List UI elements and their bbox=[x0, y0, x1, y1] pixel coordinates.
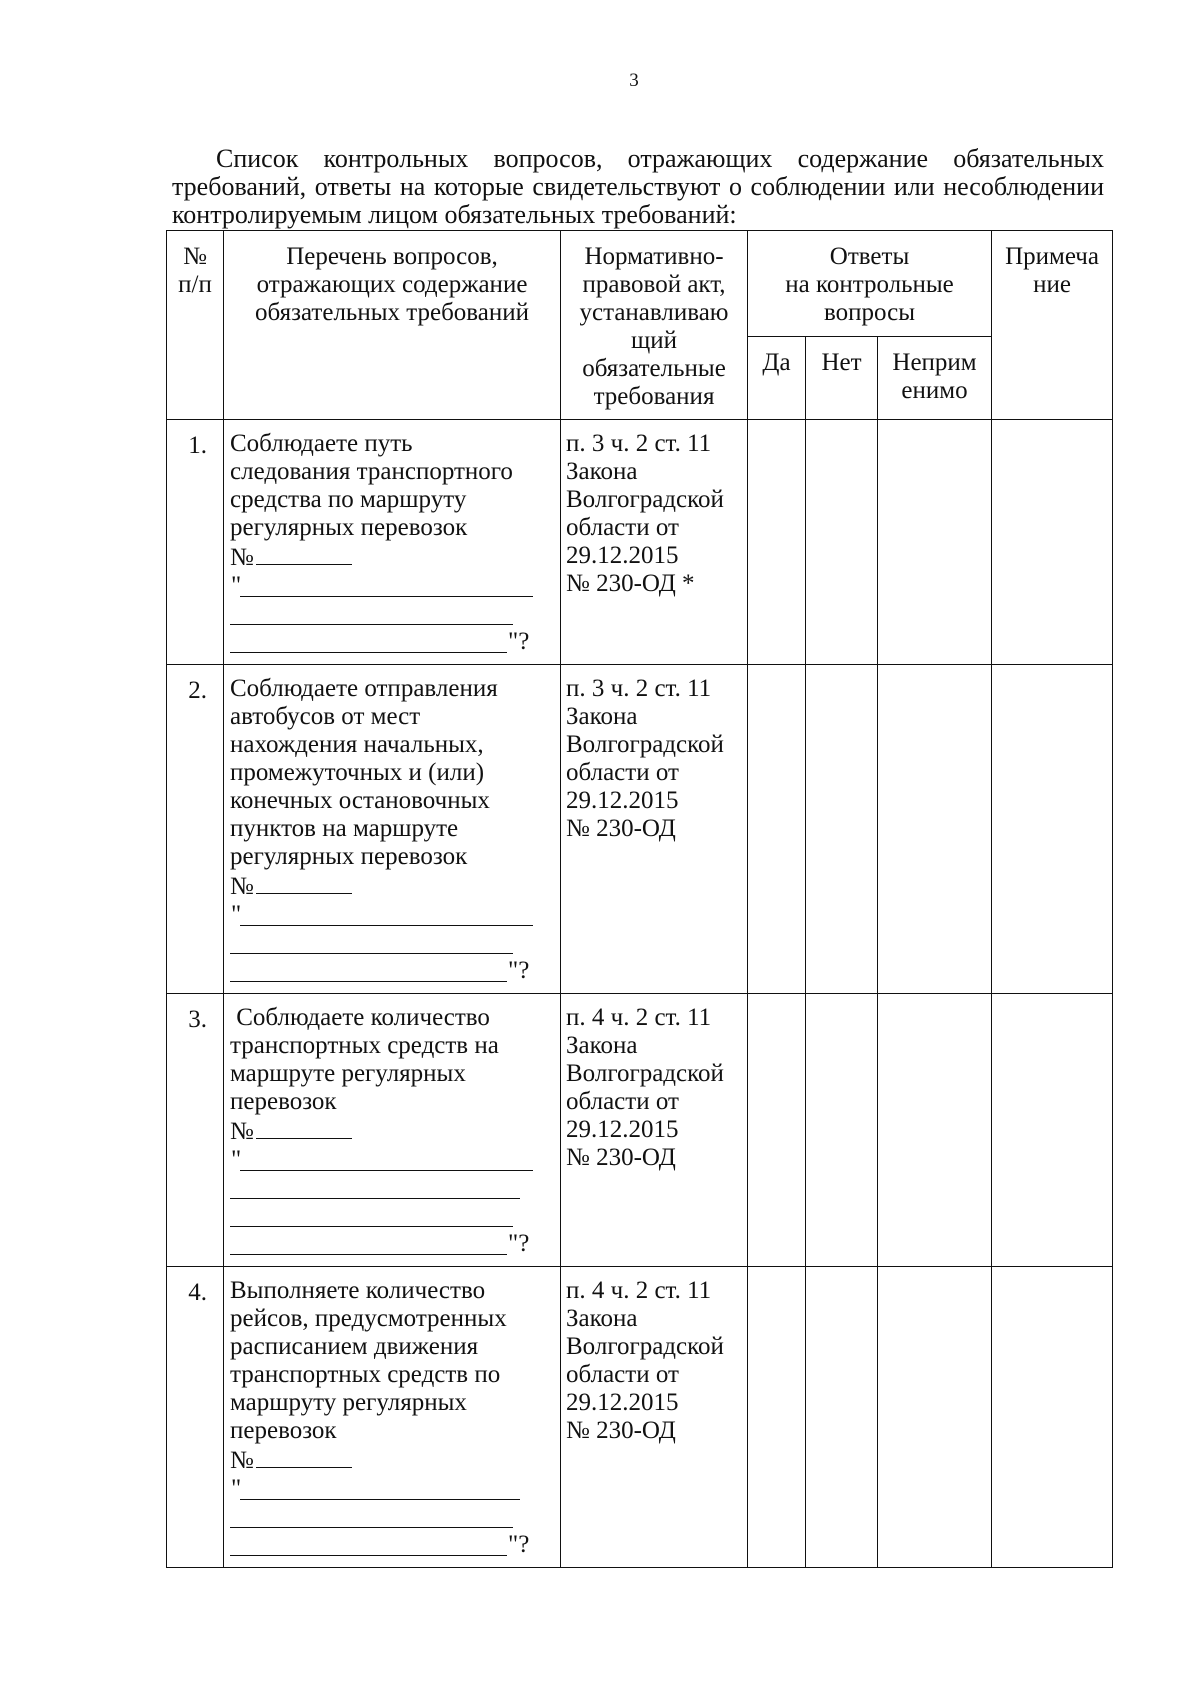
route-name-line bbox=[230, 1475, 556, 1503]
header-act-line: правовой акт, bbox=[582, 271, 726, 298]
row-number: 3. bbox=[167, 994, 224, 1267]
open-quote: " bbox=[231, 572, 242, 599]
route-number-blank bbox=[256, 542, 352, 565]
header-answers-line: вопросы bbox=[824, 299, 916, 326]
header-number-line: п/п bbox=[178, 271, 212, 298]
question-line: пунктов на маршруте bbox=[230, 815, 459, 842]
route-name-blank bbox=[230, 1254, 507, 1255]
question-line: регулярных перевозок bbox=[230, 514, 468, 541]
checklist-table bbox=[166, 230, 1113, 1568]
route-name-line bbox=[230, 1230, 556, 1258]
close-quote: "? bbox=[508, 1230, 530, 1257]
number-sign: № bbox=[230, 544, 254, 571]
table-row bbox=[167, 665, 1113, 994]
header-note-line: Примеча bbox=[1005, 243, 1099, 270]
act-line: 29.12.2015 bbox=[566, 1389, 679, 1416]
act-line: Волгоградской bbox=[566, 486, 724, 513]
answer-yes-cell[interactable] bbox=[748, 665, 806, 994]
act-line: 29.12.2015 bbox=[566, 1116, 679, 1143]
route-name-blank bbox=[230, 1555, 507, 1556]
question-cell bbox=[224, 420, 561, 665]
act-line: Закона bbox=[566, 458, 638, 485]
table-row bbox=[167, 994, 1113, 1267]
route-name-line bbox=[230, 628, 556, 656]
route-number-line bbox=[230, 871, 556, 901]
answer-no-cell[interactable] bbox=[806, 1267, 878, 1568]
route-name-blank bbox=[230, 981, 507, 982]
question-line: регулярных перевозок bbox=[230, 843, 468, 870]
header-answers-line: на контрольные bbox=[785, 271, 954, 298]
route-name-blank bbox=[230, 652, 507, 653]
route-name-line bbox=[230, 1146, 556, 1174]
table-row bbox=[167, 1267, 1113, 1568]
note-cell[interactable] bbox=[992, 1267, 1113, 1568]
route-name-blank bbox=[240, 596, 533, 597]
answer-no-cell[interactable] bbox=[806, 665, 878, 994]
route-number-blank bbox=[256, 871, 352, 894]
route-name-blank bbox=[230, 1198, 520, 1199]
legal-act-cell bbox=[561, 420, 748, 665]
route-number-line bbox=[230, 542, 556, 572]
act-line: № 230-ОД bbox=[566, 815, 676, 842]
open-quote: " bbox=[231, 901, 242, 928]
act-line: п. 4 ч. 2 ст. 11 bbox=[566, 1277, 712, 1304]
act-line: 29.12.2015 bbox=[566, 542, 679, 569]
intro-text: Список контрольных вопросов, отражающих содержание обязательных требований, ответы на которые свидетельствуют о соблюдении или несоблюдении контролируемым лицом обязательных требований: bbox=[172, 144, 1104, 229]
route-name-line bbox=[230, 1174, 556, 1202]
act-line: Закона bbox=[566, 1032, 638, 1059]
route-name-blank bbox=[230, 1226, 513, 1227]
header-legal-act bbox=[561, 231, 748, 420]
row-number: 2. bbox=[167, 665, 224, 994]
header-question-line: Перечень вопросов, bbox=[286, 243, 498, 270]
act-line: п. 3 ч. 2 ст. 11 bbox=[566, 430, 712, 457]
close-quote: "? bbox=[508, 957, 530, 984]
question-line: конечных остановочных bbox=[230, 787, 490, 814]
route-number-blank bbox=[256, 1116, 352, 1139]
route-name-line bbox=[230, 929, 556, 957]
route-name-blank bbox=[230, 624, 513, 625]
answer-yes-cell[interactable] bbox=[748, 994, 806, 1267]
act-line: № 230-ОД bbox=[566, 1417, 676, 1444]
route-name-line bbox=[230, 1531, 556, 1559]
act-line: п. 4 ч. 2 ст. 11 bbox=[566, 1004, 712, 1031]
question-line: маршруте регулярных bbox=[230, 1060, 466, 1087]
route-name-line bbox=[230, 572, 556, 600]
act-line: № 230-ОД bbox=[566, 1144, 676, 1171]
note-cell[interactable] bbox=[992, 420, 1113, 665]
legal-act-cell bbox=[561, 1267, 748, 1568]
act-line: Закона bbox=[566, 1305, 638, 1332]
open-quote: " bbox=[231, 1146, 242, 1173]
answer-yes-cell[interactable] bbox=[748, 420, 806, 665]
act-line: области от bbox=[566, 514, 679, 541]
question-line: Соблюдаете количество bbox=[230, 1004, 490, 1031]
act-line: Волгоградской bbox=[566, 1333, 724, 1360]
page-number: 3 bbox=[629, 70, 639, 91]
question-line: следования транспортного bbox=[230, 458, 513, 485]
act-line: Волгоградской bbox=[566, 1060, 724, 1087]
act-line: № 230-ОД * bbox=[566, 570, 695, 597]
header-act-line: обязательные bbox=[582, 355, 726, 382]
question-line: перевозок bbox=[230, 1088, 337, 1115]
route-number-line bbox=[230, 1445, 556, 1475]
question-line: нахождения начальных, bbox=[230, 731, 484, 758]
question-cell bbox=[224, 665, 561, 994]
header-act-line: требования bbox=[593, 383, 715, 410]
act-line: Волгоградской bbox=[566, 731, 724, 758]
question-line: расписанием движения bbox=[230, 1333, 479, 1360]
question-line: промежуточных и (или) bbox=[230, 759, 485, 786]
table-row bbox=[167, 420, 1113, 665]
number-sign: № bbox=[230, 873, 254, 900]
header-number bbox=[167, 231, 224, 420]
legal-act-cell bbox=[561, 665, 748, 994]
header-answers bbox=[748, 231, 992, 337]
answer-no-cell[interactable] bbox=[806, 420, 878, 665]
answer-na-cell[interactable] bbox=[878, 665, 992, 994]
open-quote: " bbox=[231, 1475, 242, 1502]
question-line: Соблюдаете путь bbox=[230, 430, 413, 457]
act-line: п. 3 ч. 2 ст. 11 bbox=[566, 675, 712, 702]
question-line: средства по маршруту bbox=[230, 486, 467, 513]
header-act-line: щий bbox=[630, 327, 677, 354]
route-name-blank bbox=[240, 1499, 520, 1500]
header-note-line: ние bbox=[1033, 271, 1071, 298]
answer-na-cell[interactable] bbox=[878, 994, 992, 1267]
route-name-line bbox=[230, 1202, 556, 1230]
act-line: области от bbox=[566, 759, 679, 786]
route-name-blank bbox=[230, 953, 513, 954]
row-number: 4. bbox=[167, 1267, 224, 1568]
question-line: Соблюдаете отправления bbox=[230, 675, 498, 702]
question-line: маршруту регулярных bbox=[230, 1389, 467, 1416]
header-question-list bbox=[224, 231, 561, 420]
header-act-line: Нормативно- bbox=[584, 243, 724, 270]
question-line: автобусов от мест bbox=[230, 703, 421, 730]
close-quote: "? bbox=[508, 628, 530, 655]
header-number-line: № bbox=[183, 243, 207, 270]
row-number: 1. bbox=[167, 420, 224, 665]
question-line: перевозок bbox=[230, 1417, 337, 1444]
act-line: области от bbox=[566, 1361, 679, 1388]
header-note bbox=[992, 231, 1113, 420]
answer-na-cell[interactable] bbox=[878, 420, 992, 665]
question-line: рейсов, предусмотренных bbox=[230, 1305, 507, 1332]
route-name-line bbox=[230, 600, 556, 628]
route-name-line bbox=[230, 1503, 556, 1531]
note-cell[interactable] bbox=[992, 994, 1113, 1267]
intro-paragraph bbox=[172, 145, 1104, 229]
note-cell[interactable] bbox=[992, 665, 1113, 994]
question-line: транспортных средств по bbox=[230, 1361, 501, 1388]
act-line: 29.12.2015 bbox=[566, 787, 679, 814]
route-name-line bbox=[230, 957, 556, 985]
legal-act-cell bbox=[561, 994, 748, 1267]
route-number-blank bbox=[256, 1445, 352, 1468]
route-name-blank bbox=[240, 1170, 533, 1171]
route-number-line bbox=[230, 1116, 556, 1146]
route-name-line bbox=[230, 901, 556, 929]
header-answers-line: Ответы bbox=[829, 243, 910, 270]
header-row bbox=[167, 231, 1113, 337]
question-line: транспортных средств на bbox=[230, 1032, 499, 1059]
answer-na-cell[interactable] bbox=[878, 1267, 992, 1568]
act-line: области от bbox=[566, 1088, 679, 1115]
header-na-line: енимо bbox=[901, 376, 968, 404]
header-question-line: отражающих содержание bbox=[256, 271, 528, 298]
number-sign: № bbox=[230, 1118, 254, 1145]
header-na-line: Неприм bbox=[892, 348, 977, 376]
act-line: Закона bbox=[566, 703, 638, 730]
answer-yes-cell[interactable] bbox=[748, 1267, 806, 1568]
answer-no-cell[interactable] bbox=[806, 994, 878, 1267]
close-quote: "? bbox=[508, 1531, 530, 1558]
route-name-blank bbox=[230, 1527, 513, 1528]
route-name-blank bbox=[240, 925, 533, 926]
question-cell bbox=[224, 994, 561, 1267]
header-yes: Да bbox=[748, 336, 806, 419]
header-question-line: обязательных требований bbox=[255, 299, 529, 326]
question-line: Выполняете количество bbox=[230, 1277, 486, 1304]
header-not-applicable bbox=[878, 336, 992, 419]
header-no: Нет bbox=[806, 336, 878, 419]
number-sign: № bbox=[230, 1447, 254, 1474]
question-cell bbox=[224, 1267, 561, 1568]
header-act-line: устанавливаю bbox=[579, 299, 729, 326]
